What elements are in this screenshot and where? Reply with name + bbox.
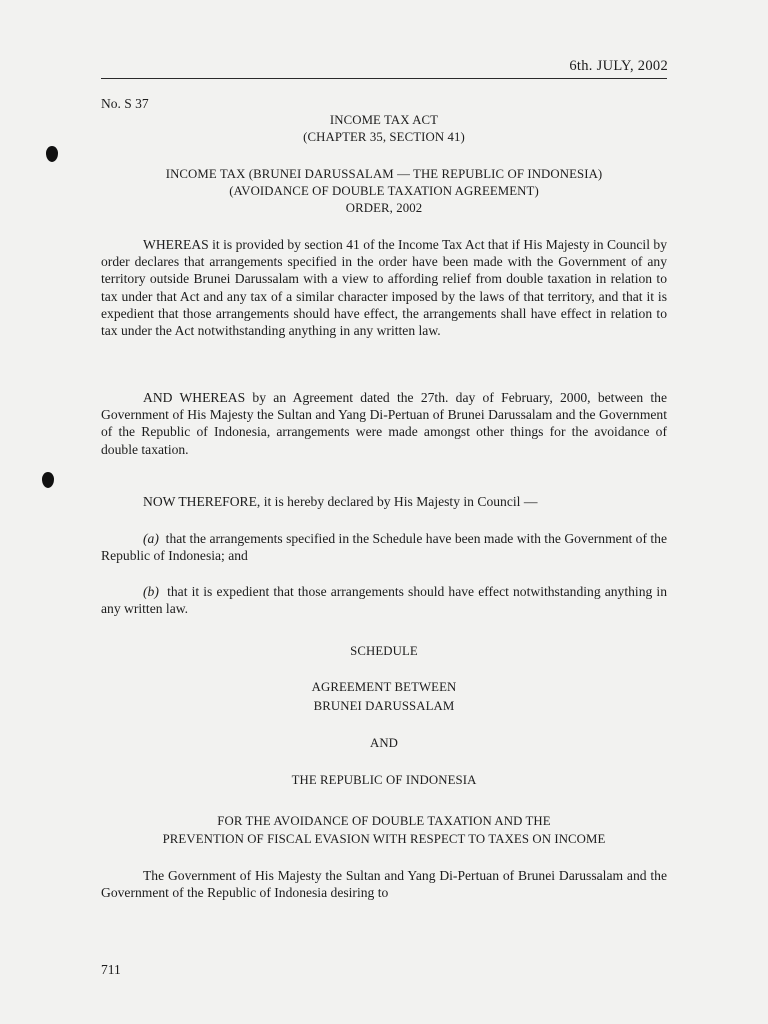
agreement-line2: BRUNEI DARUSSALAM [313,699,455,713]
item-a-text: that the arrangements specified in the Schedule have been made with the Government of the Republic of Indonesia; and [101,531,668,564]
act-title-line1: INCOME TAX ACT [329,113,439,127]
item-b [101,583,667,617]
republic-heading: THE REPUBLIC OF INDONESIA [291,773,477,787]
header-rule [101,78,667,79]
item-b-label: (b) [143,584,159,599]
publication-date: 6th. JULY, 2002 [569,58,668,74]
now-therefore-paragraph: NOW THEREFORE, it is hereby declared by His Majesty in Council — [143,494,538,509]
item-a [101,530,667,564]
agreement-line1: AGREEMENT BETWEEN [311,680,457,694]
item-b-text: that it is expedient that those arrangements should have effect notwithstanding anything in any written law. [101,584,667,617]
punch-hole-mark [42,472,54,488]
whereas-paragraph: WHEREAS it is provided by section 41 of the Income Tax Act that if His Majesty in Council by order declares that arrangements specified in the order have been made with the Government of any territory outside Brunei Darussalam with a view to affording relief from double taxation in relation to tax under that Act and any tax of a similar character imposed by the laws of that territory, and that it is expedient that those arrangements should have effect, the arrangements shall have effect in relation to tax under the Act notwithstanding anything in any written law. [101,237,667,339]
order-title-line1: INCOME TAX (BRUNEI DARUSSALAM — THE REPUBLIC OF INDONESIA) [165,167,603,181]
item-a-label: (a) [143,531,159,546]
purpose-line1: FOR THE AVOIDANCE OF DOUBLE TAXATION AND THE [217,814,551,828]
and-whereas-paragraph: AND WHEREAS by an Agreement dated the 27th. day of February, 2000, between the Government of His Majesty the Sultan and Yang Di-Pertuan of Brunei Darussalam and the Government of the Republic of Indonesia, arrangements were made amongst other things for the avoidance of double taxation. [101,390,667,457]
schedule-heading: SCHEDULE [350,644,418,658]
punch-hole-mark [46,146,58,162]
page-number: 711 [101,962,121,977]
agreement-and: AND [369,736,399,750]
order-number: No. S 37 [101,96,149,111]
act-title-line2: (CHAPTER 35, SECTION 41) [303,130,465,144]
preamble-paragraph: The Government of His Majesty the Sultan and Yang Di-Pertuan of Brunei Darussalam and the Government of the Republic of Indonesia desiring to [101,868,667,901]
order-title-line3: ORDER, 2002 [345,201,423,215]
order-title-line2: (AVOIDANCE OF DOUBLE TAXATION AGREEMENT) [229,184,539,198]
purpose-line2: PREVENTION OF FISCAL EVASION WITH RESPECT TO TAXES ON INCOME [162,832,606,846]
